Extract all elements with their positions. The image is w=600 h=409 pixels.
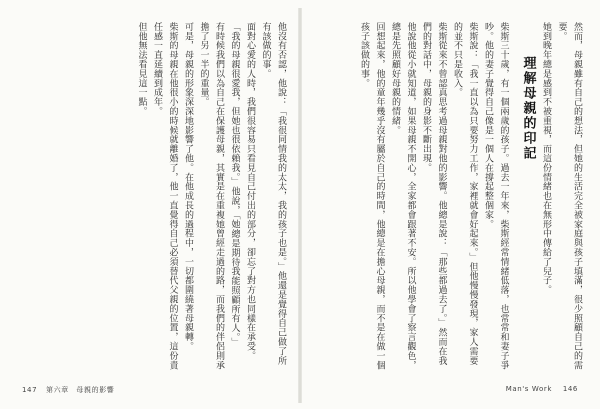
- paragraph: 「我的母親很愛我，但她也很依賴我。」他說，「她總是期待我能照顧所有人。」: [229, 22, 240, 347]
- paragraph: 有時候我們以為自己在保護母親，其實是在重複她曾經走過的路，而我們的伴侶則承擔了另一半的重量。: [198, 22, 224, 370]
- paragraph: 回想起來，他的童年幾乎沒有屬於自己的時間，他總是在擔心母親，而不是在做一個孩子該做的事。: [359, 22, 385, 370]
- paragraph: 可是，母親的形象深深地影響了他。在他成長的過程中，一切都圍繞著母親轉。: [183, 22, 193, 351]
- page-number: 147: [22, 386, 38, 394]
- paragraph: 柴斯三十歲，有一個兩歲的孩子。過去一年來，柴斯經常情緒低落，也常常和妻子爭吵。他的妻子覺得自己像是一個人在撐起整個家。: [483, 22, 509, 370]
- paragraph: 面對心愛的人時，我們很容易只看見自己付出的部分，卻忘了對方也同樣在承受。: [245, 22, 255, 361]
- paragraph: 她到晚年總是感到不被重視，而這份情緒也在無形中傳給了兒子。: [541, 22, 551, 295]
- paragraph: 他說他從小就知道，如果母親不開心，全家都會跟著不安。所以他學會了察言觀色，總是先照顧好母親的情緒。: [390, 22, 416, 370]
- paragraph: 但他無法看見這一點。: [136, 22, 147, 116]
- running-head: Man's Work: [505, 385, 552, 393]
- page-gutter: [298, 8, 302, 403]
- right-page: [312, 22, 584, 372]
- paragraph: 然而，母親雖有自己的想法，但她的生活完全被家庭與孩子填滿，很少照顧自己的需要。: [556, 22, 582, 370]
- paragraph: 柴斯說：「我一直以為只要努力工作，家裡就會好起來。」但他慢慢發現，家人需要的並不只是收入。: [452, 22, 478, 366]
- left-folio: [22, 385, 114, 395]
- paragraph: 他沒有否認，他說：「我很同情我的太太，我的孩子也是。」他還是覺得自己做了所有該做的事。: [260, 22, 286, 366]
- page-number: 146: [562, 385, 578, 393]
- section-heading: 理解母親的印記: [520, 56, 536, 161]
- running-head: 第六章 母親的影響: [46, 386, 115, 394]
- paragraph: 柴斯的母親在他很小的時候就離婚了，他一直覺得自己必須替代父親的位置，這份責任感一直延續到成年。: [152, 22, 178, 370]
- right-folio: [506, 385, 578, 393]
- left-page: [16, 22, 288, 372]
- paragraph: 柴斯從來不曾認真思考過母親對他的影響。他總是說：「那些都過去了。」然而在我們的對話中，母親的身影不斷出現。: [421, 22, 447, 366]
